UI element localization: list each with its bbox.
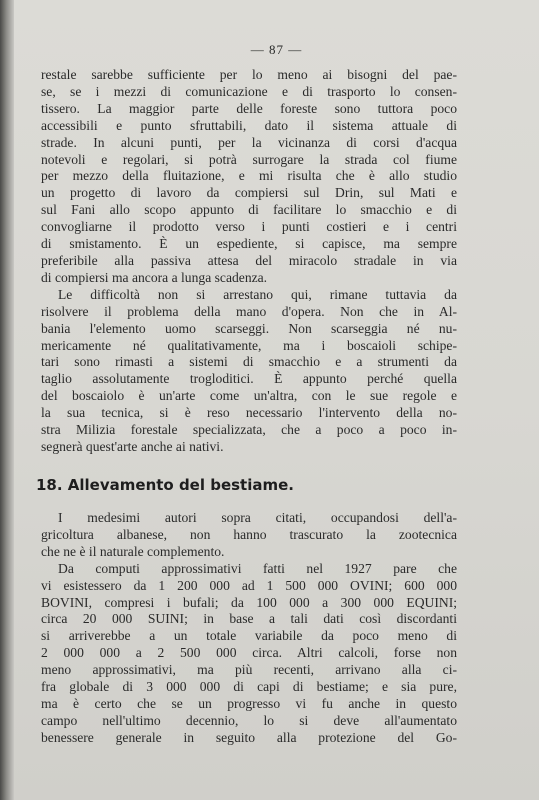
- text-line: bania l'elemento uomo scarseggi. Non scarseggia né nu-: [41, 320, 457, 336]
- text-line: circa 20 000 SUINI; in base a tali dati così discordanti: [41, 611, 457, 627]
- text-line: ma è certo che se un progresso vi fu anche in questo: [41, 695, 457, 711]
- text-line: preferibile alla passiva attesa del miracolo stradale in via: [41, 252, 457, 268]
- text-line: sul Fani allo scopo appunto di facilitare lo smacchio e di: [41, 202, 457, 218]
- body-text-forestry: [41, 67, 457, 456]
- text-line: taglio assolutamente trogloditici. È appunto perché quella: [41, 371, 457, 387]
- text-line: notevoli e regolari, si potrà surrogare la strada col fiume: [41, 151, 457, 167]
- text-line: restale sarebbe sufficiente per lo meno ai bisogni del pae-: [41, 67, 457, 82]
- text-line: che ne è il naturale complemento.: [41, 543, 225, 559]
- page-number: — 87 —: [250, 42, 303, 57]
- text-line: stra Milizia forestale specializzata, che a poco a poco in-: [41, 422, 457, 438]
- text-line: 2 000 000 a 2 500 000 circa. Altri calcoli, forse non: [41, 645, 457, 661]
- text-line: Le difficoltà non si arrestano qui, rimane tuttavia da: [58, 286, 457, 302]
- text-line: accessibili e punto sfruttabili, dato il sistema attuale di: [41, 117, 457, 133]
- book-page: [14, 0, 539, 800]
- text-line: un progetto di lavoro da compiersi sul Drin, sul Mati e: [41, 185, 457, 201]
- text-line: di smistamento. È un espediente, si capisce, ma sempre: [41, 236, 457, 252]
- text-line: segnerà quest'arte anche ai nativi.: [41, 438, 224, 454]
- text-line: per mezzo della fluitazione, e mi risulta che è allo studio: [41, 168, 457, 184]
- text-line: del boscaiolo è un'arte come un'altra, con le sue regole e: [41, 388, 457, 404]
- text-line: di compiersi ma ancora a lunga scadenza.: [41, 269, 268, 285]
- text-line: mericamente né qualitativamente, ma i boscaioli schipe-: [41, 337, 457, 353]
- text-line: vi esistessero da 1 200 000 ad 1 500 000 OVINI; 600 000: [41, 577, 457, 593]
- text-line: Da computi approssimativi fatti nel 1927 pare che: [58, 560, 457, 576]
- book-spine-shadow: [0, 0, 14, 800]
- text-line: benessere generale in seguito alla protezione del Go-: [41, 729, 457, 745]
- text-line: risolvere il problema della mano d'opera. Non che in Al-: [41, 303, 457, 319]
- text-line: tari sono rimasti a sistemi di smacchio e a strumenti da: [41, 354, 457, 370]
- text-line: I medesimi autori sopra citati, occupandosi dell'a-: [58, 510, 457, 525]
- body-text-livestock: [41, 510, 457, 747]
- text-line: BOVINI, compresi i bufali; da 100 000 a 300 000 EQUINI;: [41, 594, 457, 610]
- text-line: la sua tecnica, si è reso necessario l'intervento della no-: [41, 405, 457, 421]
- text-line: campo nell'ultimo decennio, lo si deve all'aumentato: [41, 712, 457, 728]
- text-line: strade. In alcuni punti, per la vicinanza di corsi d'acqua: [41, 134, 457, 150]
- text-line: gricoltura albanese, non hanno trascurato la zootecnica: [41, 526, 457, 542]
- text-line: tissero. La maggior parte delle foreste sono tuttora poco: [41, 100, 457, 116]
- text-line: si arriverebbe a un totale variabile da poco meno di: [41, 628, 457, 644]
- text-line: fra globale di 3 000 000 di capi di bestiame; e sia pure,: [41, 679, 457, 695]
- section-heading: 18. Allevamento del bestiame.: [36, 476, 294, 494]
- text-line: convogliarne il prodotto verso i punti costieri e i centri: [41, 219, 457, 235]
- text-line: se, se i mezzi di comunicazione e di trasporto lo consen-: [41, 83, 457, 99]
- text-line: meno approssimativi, ma più recenti, arrivano alla ci-: [41, 662, 457, 678]
